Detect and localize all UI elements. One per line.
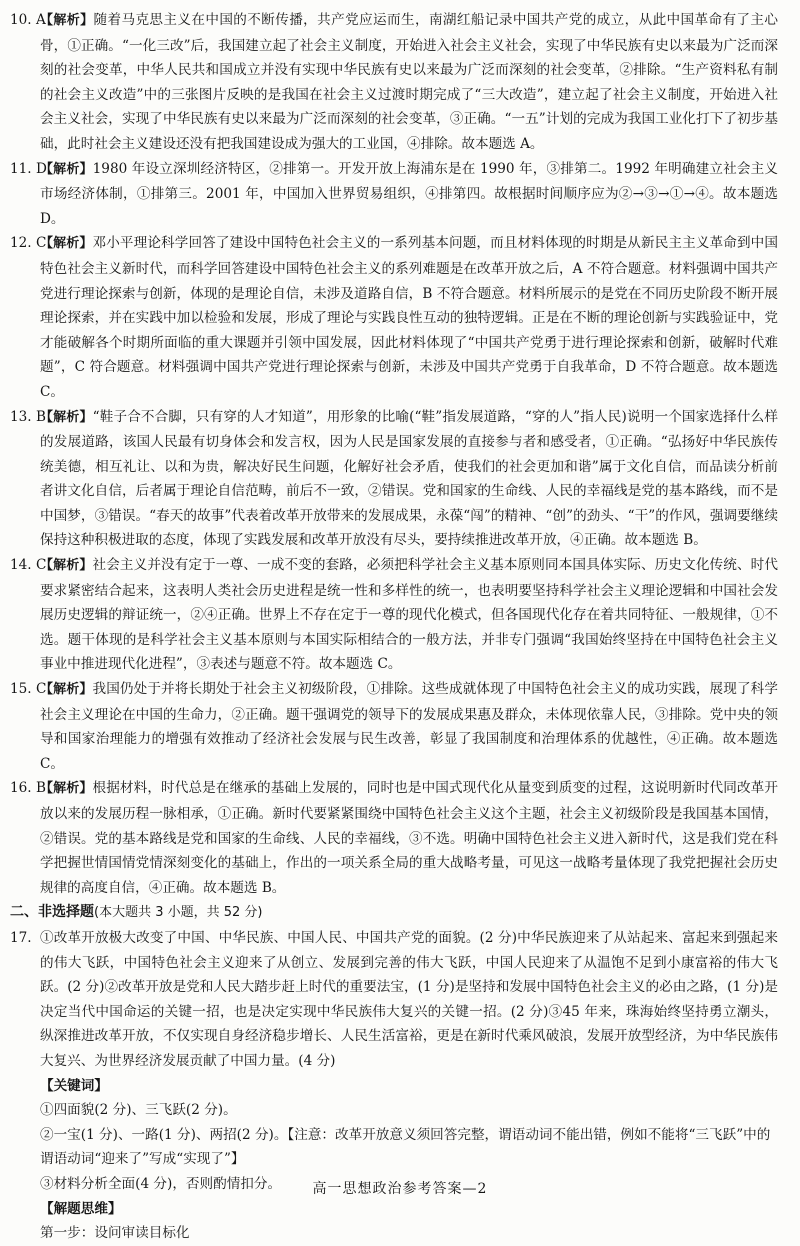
question-number: 17. <box>10 929 32 946</box>
question-17 <box>10 926 778 1074</box>
question-16 <box>10 776 778 900</box>
analysis-tag: 【解析】 <box>40 161 93 177</box>
question-number: 10. A <box>10 12 46 28</box>
thinking-heading: 【解题思维】 <box>40 1200 122 1217</box>
analysis-text: 1980 年设立深圳经济特区，②排第一。开发开放上海浦东是在 1990 年，③排第二。1992 年明确建立社会主义市场经济体制，①排第三。2001 年，中国加入世界贸易组织，④排第四。故根据时间顺序应为②→③→①→④。故本题选 D。 <box>40 160 778 227</box>
question-number: 11. D <box>10 160 47 177</box>
analysis-text: 社会主义并没有定于一尊、一成不变的套路，必须把科学社会主义基本原则同本国具体实际、历史文化传统、时代要求紧密结合起来，这表明人类社会历史进程是统一性和多样性的统一，也表明要坚持科学社会主义理论逻辑和中国社会发展历史逻辑的辩证统一，②④正确。世界上不存在定于一尊的现代化模式，但各国现代化存在着共同特征、一般规律，①不选。题干体现的是科学社会主义基本原则与本国实际相结合的一般方法，并非专门强调“我国始终坚持在中国特色社会主义事业中推进现代化进程”，③表述与题意不符。故本题选 C。 <box>40 557 778 673</box>
analysis-tag: 【解析】 <box>40 781 93 797</box>
section-title: 二、非选择题 <box>10 904 94 921</box>
thinking-step: 第一步：设问审读目标化 <box>40 1225 190 1242</box>
question-12 <box>10 231 778 404</box>
question-number: 13. B <box>10 408 46 425</box>
question-13 <box>10 405 778 554</box>
question-14 <box>10 553 778 677</box>
question-11 <box>10 157 778 232</box>
page-footer: 高一思想政治参考答案—2 <box>312 1181 488 1197</box>
analysis-tag: 【解析】 <box>40 682 93 698</box>
analysis-text: “鞋子合不合脚，只有穿的人才知道”，用形象的比喻(“鞋”指发展道路，“穿的人”指人民)说明一个国家选择什么样的发展道路，该国人民最有切身体会和发言权，因为人民是国家发展的直接参与者和感受者，①正确。“弘扬好中华民族传统美德，相互礼让、以和为贵，解决好民生问题，化解好社会矛盾，使我们的社会更加和谐”属于文化自信，而品读分析前者讲文化自信，后者属于理论自信范畴，前后不一致，②错误。党和国家的生命线、人民的幸福线是党的基本路线，而不是中国梦，③错误。“春天的故事”代表着改革开放带来的发展成果，永葆“闯”的精神、“创”的劲头、“干”的作风，强调要继续保持这种积极进取的态度，体现了实践发展和改革开放没有尽头，要持续推进改革开放，④正确。故本题选 B。 <box>40 408 778 549</box>
analysis-text: 根据材料，时代总是在继承的基础上发展的，同时也是中国式现代化从量变到质变的过程，这说明新时代同改革开放以来的发展历程一脉相承，①正确。新时代要紧紧围绕中国特色社会主义这个主题，社会主义初级阶段是我国基本国情，②错误。党的基本路线是党和国家的生命线、人民的幸福线，③不选。明确中国特色社会主义进入新时代，这是我们党在科学把握世情国情党情深刻变化的基础上，作出的一项关系全局的重大战略考量，可见这一战略考量体现了我党把握社会历史规律的高度自信，④正确。故本题选 B。 <box>40 780 778 896</box>
keyword-item: ①四面貌(2 分)、三飞跃(2 分)。 <box>40 1102 237 1119</box>
answer-text: ①改革开放极大改变了中国、中华民族、中国人民、中国共产党的面貌。(2 分)中华民族迎来了从站起来、富起来到强起来的伟大飞跃，中国特色社会主义迎来了从创立、发展到完善的伟大飞跃，中国人民迎来了从温饱不足到小康富裕的伟大飞跃。(2 分)②改革开放是党和人民大踏步赶上时代的重要法宝，(1 分)是坚持和发展中国特色社会主义的必由之路，(1 分)是决定当代中国命运的关键一招，也是决定实现中华民族伟大复兴的关键一招。(2 分)③45 年来，珠海始终坚持勇立潮头，纵深推进改革开放，不仅实现自身经济稳步增长、人民生活富裕，更是在新时代乘风破浪，发展开放型经济，为中华民族伟大复兴、为世界经济发展贡献了中国力量。(4 分) <box>40 929 778 1069</box>
analysis-text: 邓小平理论科学回答了建设中国特色社会主义的一系列基本问题，而且材料体现的时期是从新民主主义革命到中国特色社会主义新时代，而科学回答建设中国特色社会主义的系列难题是在改革开放之后，A 不符合题意。材料强调中国共产党进行理论探索与创新，体现的是理论自信，未涉及道路自信，B 不符合题意。材料所展示的是党在不同历史阶段不断开展理论探索，并在实践中加以检验和发展，形成了理论与实践良性互动的独特逻辑。正是在不断的理论创新与实践验证中，党才能破解各个时期所面临的重大课题并引领中国发展，因此材料体现了“中国共产党勇于进行理论探索和创新，破解时代难题”，C 符合题意。材料强调中国共产党进行理论探索与创新，未涉及中国共产党勇于自我革命，D 不符合题意。故本题选 C。 <box>40 235 778 400</box>
analysis-tag: 【解析】 <box>40 558 93 574</box>
analysis-tag: 【解析】 <box>40 409 93 425</box>
question-number: 15. C <box>10 681 47 698</box>
keyword-item: ②一宝(1 分)、一路(1 分)、两招(2 分)。【注意：改革开放意义须回答完整，谓语动词不能出错，例如不能将“三飞跃”中的谓语动词“迎来了”写成“实现了”】 <box>40 1126 771 1168</box>
question-number: 14. C <box>10 557 47 574</box>
section-heading <box>10 900 778 926</box>
analysis-text: 随着马克思主义在中国的不断传播，共产党应运而生，南湖红船记录中国共产党的成立，从此中国革命有了主心骨，①正确。“一化三改”后，我国建立起了社会主义制度，开始进入社会主义社会，实现了中华民族有史以来最为广泛而深刻的社会变革，中华人民共和国成立并没有实现中华民族有史以来最为广泛而深刻的社会变革，②排除。“生产资料私有制的社会主义改造”中的三张图片反映的是我国在社会主义过渡时期完成了“三大改造”，建立起了社会主义制度，开始进入社会主义社会，实现了中华民族有史以来最为广泛而深刻的社会变革，③正确。“一五”计划的完成为我国工业化打下了初步基础，此时社会主义建设还没有把我国建设成为强大的工业国，④排除。故本题选 A。 <box>40 12 778 152</box>
section-note: (本大题共 3 小题，共 52 分) <box>94 905 263 921</box>
analysis-text: 我国仍处于并将长期处于社会主义初级阶段，①排除。这些成就体现了中国特色社会主义的成功实践，展现了科学社会主义理论在中国的生命力，②正确。题干强调党的领导下的发展成果惠及群众，未体现依靠人民，③排除。党中央的领导和国家治理能力的增强有效推动了经济社会发展与民生改善，彰显了我国制度和治理体系的优越性，④正确。故本题选 C。 <box>40 681 778 772</box>
keywords-heading: 【关键词】 <box>40 1077 108 1094</box>
keyword-item: ③材料分析全面(4 分)，否则酌情扣分。 <box>40 1175 282 1192</box>
question-15 <box>10 677 778 776</box>
analysis-tag: 【解析】 <box>40 236 93 252</box>
analysis-tag: 【解析】 <box>40 13 94 28</box>
question-number: 16. B <box>10 780 46 797</box>
question-10 <box>10 8 778 157</box>
question-number: 12. C <box>10 235 47 252</box>
